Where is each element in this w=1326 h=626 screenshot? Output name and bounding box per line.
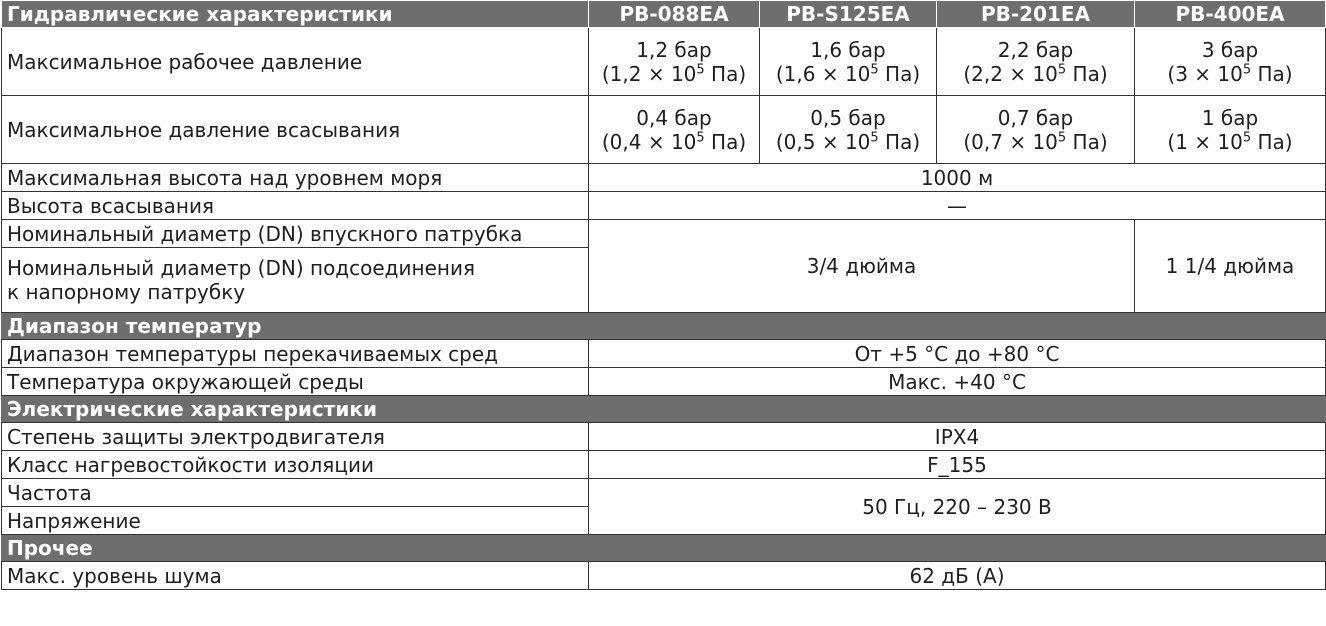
section-header-row: [2, 313, 1326, 340]
bar-value: 1,6 бар: [810, 37, 886, 62]
table-row: [2, 164, 1326, 192]
dn-value: 3/4 дюйма: [589, 220, 1135, 313]
table-row: [2, 451, 1326, 479]
table-row: [2, 96, 1326, 164]
row-value: F_155: [589, 451, 1326, 479]
pressure-cell: [589, 96, 760, 164]
pressure-cell: [760, 28, 937, 96]
row-label: Класс нагревостойкости изоляции: [2, 451, 589, 479]
pressure-cell: [1135, 28, 1326, 96]
row-label: Максимальное рабочее давление: [2, 28, 589, 96]
row-label: Частота: [2, 479, 589, 507]
pressure-cell: [937, 28, 1135, 96]
bar-value: 1 бар: [1201, 105, 1259, 130]
bar-value: 3 бар: [1201, 37, 1259, 62]
specs-table: [1, 0, 1326, 590]
pa-value: ($3 \times 10^5$ Па): [1167, 61, 1293, 86]
row-value: IPX4: [589, 423, 1326, 451]
row-label: Макс. уровень шума: [2, 562, 589, 590]
row-label: Степень защиты электродвигателя: [2, 423, 589, 451]
section-title-temperature: Диапазон температур: [2, 313, 1326, 340]
row-value: 62 дБ (А): [589, 562, 1326, 590]
pressure-cell: [937, 96, 1135, 164]
pressure-cell: [1135, 96, 1326, 164]
power-value: 50 Гц, 220 – 230 В: [589, 479, 1326, 535]
row-label: Диапазон температуры перекачиваемых сред: [2, 340, 589, 368]
section-title-electrical: Электрические характеристики: [2, 396, 1326, 423]
row-value: Макс. +40 °C: [589, 368, 1326, 396]
table-row: [2, 340, 1326, 368]
bar-value: 0,4 бар: [636, 105, 712, 130]
bar-value: 2,2 бар: [997, 37, 1074, 62]
table-row: [2, 562, 1326, 590]
model-header: PB-S125EA: [760, 1, 937, 28]
row-value: От +5 °C до +80 °C: [589, 340, 1326, 368]
row-label: Максимальное давление всасывания: [2, 96, 589, 164]
model-header: PB-088EA: [589, 1, 760, 28]
section-title-hydraulic: Гидравлические характеристики: [2, 1, 589, 28]
pa-value: ($0,4 \times 10^5$ Па): [601, 129, 747, 154]
pa-value: ($0,7 \times 10^5$ Па): [963, 129, 1108, 154]
table-row: [2, 220, 1326, 248]
model-header: PB-400EA: [1135, 1, 1326, 28]
table-row: [2, 192, 1326, 220]
bar-value: 0,5 бар: [810, 105, 886, 130]
row-label: Температура окружающей среды: [2, 368, 589, 396]
dn-value: 1 1/4 дюйма: [1135, 220, 1326, 313]
bar-value: 1,2 бар: [636, 37, 712, 62]
pa-value: ($0,5 \times 10^5$ Па): [775, 129, 921, 154]
bar-value: 0,7 бар: [997, 105, 1074, 130]
table-row: [2, 28, 1326, 96]
table-row: [2, 479, 1326, 507]
table-row: [2, 423, 1326, 451]
pa-value: ($1,2 \times 10^5$ Па): [601, 61, 747, 86]
row-label: Номинальный диаметр (DN) подсоединения к напорному патрубку: [2, 248, 589, 313]
row-value: —: [589, 192, 1326, 220]
row-label: Номинальный диаметр (DN) впускного патрубка: [2, 220, 589, 248]
row-label: Напряжение: [2, 507, 589, 535]
row-value: 1000 м: [589, 164, 1326, 192]
pa-value: ($1 \times 10^5$ Па): [1167, 129, 1293, 154]
section-header-row: [2, 535, 1326, 562]
pressure-cell: [589, 28, 760, 96]
pa-value: ($2,2 \times 10^5$ Па): [963, 61, 1108, 86]
section-title-other: Прочее: [2, 535, 1326, 562]
row-label: Высота всасывания: [2, 192, 589, 220]
row-label: Максимальная высота над уровнем моря: [2, 164, 589, 192]
table-row: [2, 368, 1326, 396]
model-header: PB-201EA: [937, 1, 1135, 28]
section-header-row: [2, 396, 1326, 423]
table-header-row: [2, 1, 1326, 28]
pressure-cell: [760, 96, 937, 164]
pa-value: ($1,6 \times 10^5$ Па): [775, 61, 921, 86]
